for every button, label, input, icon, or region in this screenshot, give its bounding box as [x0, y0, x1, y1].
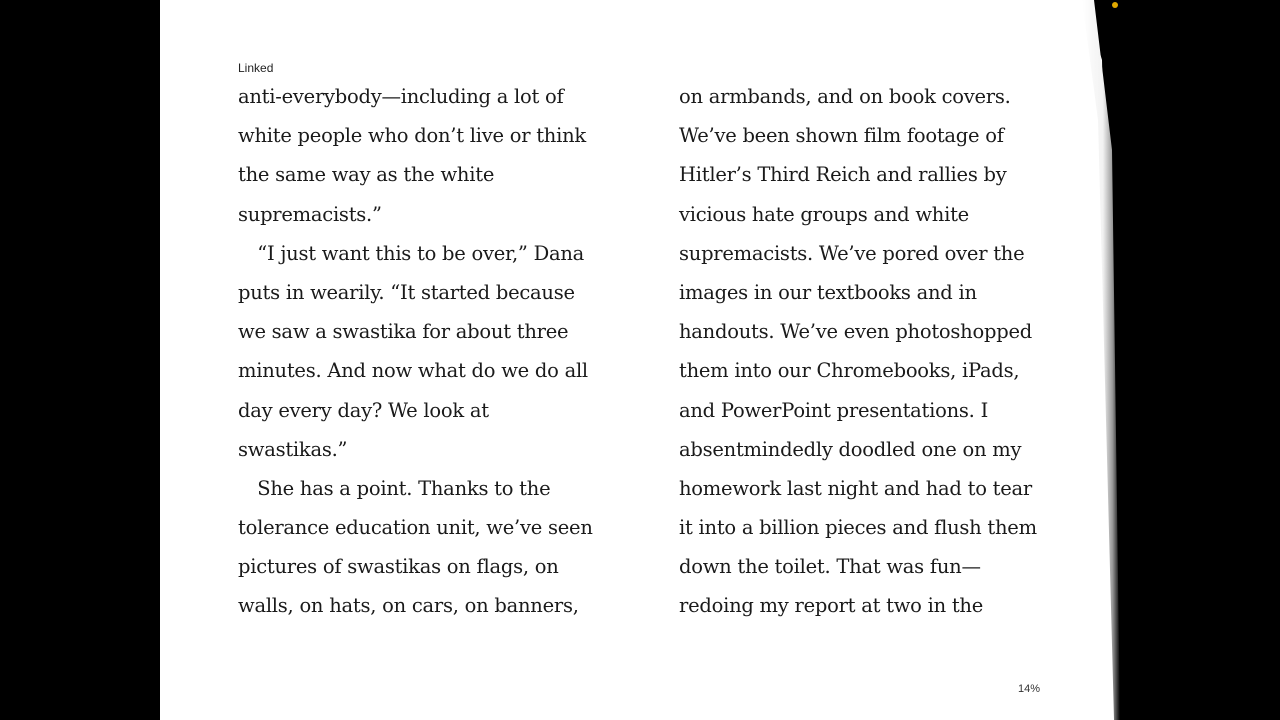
text-line: puts in wearily. “It started because: [238, 280, 575, 304]
text-line: it into a billion pieces and flush them: [679, 516, 1037, 540]
right-text-column: [679, 77, 1049, 626]
text-line: the same way as the white: [238, 163, 495, 187]
text-line: Hitler’s Third Reich and rallies by: [679, 163, 1007, 187]
text-line: swastikas.”: [238, 437, 348, 461]
text-line: and PowerPoint presentations. I: [679, 398, 989, 422]
reading-progress: 14%: [1018, 683, 1041, 695]
book-title: Linked: [238, 61, 274, 75]
text-line: supremacists.”: [238, 202, 382, 226]
text-line: down the toilet. That was fun—: [679, 555, 981, 579]
text-line: images in our textbooks and in: [679, 280, 977, 304]
text-line: vicious hate groups and white: [679, 202, 969, 226]
text-line: tolerance education unit, we’ve seen: [238, 516, 593, 540]
text-line: on armbands, and on book covers.: [679, 85, 1011, 108]
text-line: She has a point. Thanks to the: [238, 476, 551, 500]
text-line: handouts. We’ve even photoshopped: [679, 320, 1032, 344]
text-line: walls, on hats, on cars, on banners,: [238, 594, 579, 618]
text-line: pictures of swastikas on flags, on: [238, 555, 559, 579]
text-line: day every day? We look at: [238, 398, 489, 422]
book-page-spread[interactable]: [160, 0, 1120, 720]
text-line: we saw a swastika for about three: [238, 320, 569, 344]
text-line: “I just want this to be over,” Dana: [238, 241, 585, 265]
text-line: minutes. And now what do we do all: [238, 359, 588, 383]
text-line: them into our Chromebooks, iPads,: [679, 359, 1020, 383]
text-line: supremacists. We’ve pored over the: [679, 241, 1025, 265]
text-line: We’ve been shown film footage of: [679, 124, 1004, 148]
left-text-column: [238, 77, 608, 626]
text-line: redoing my report at two in the: [679, 594, 984, 618]
bookmark-indicator-icon[interactable]: [1112, 2, 1118, 8]
text-line: white people who don’t live or think: [238, 124, 586, 148]
text-line: anti-everybody—including a lot of: [238, 85, 564, 108]
text-line: absentmindedly doodled one on my: [679, 437, 1022, 461]
text-line: homework last night and had to tear: [679, 476, 1032, 500]
